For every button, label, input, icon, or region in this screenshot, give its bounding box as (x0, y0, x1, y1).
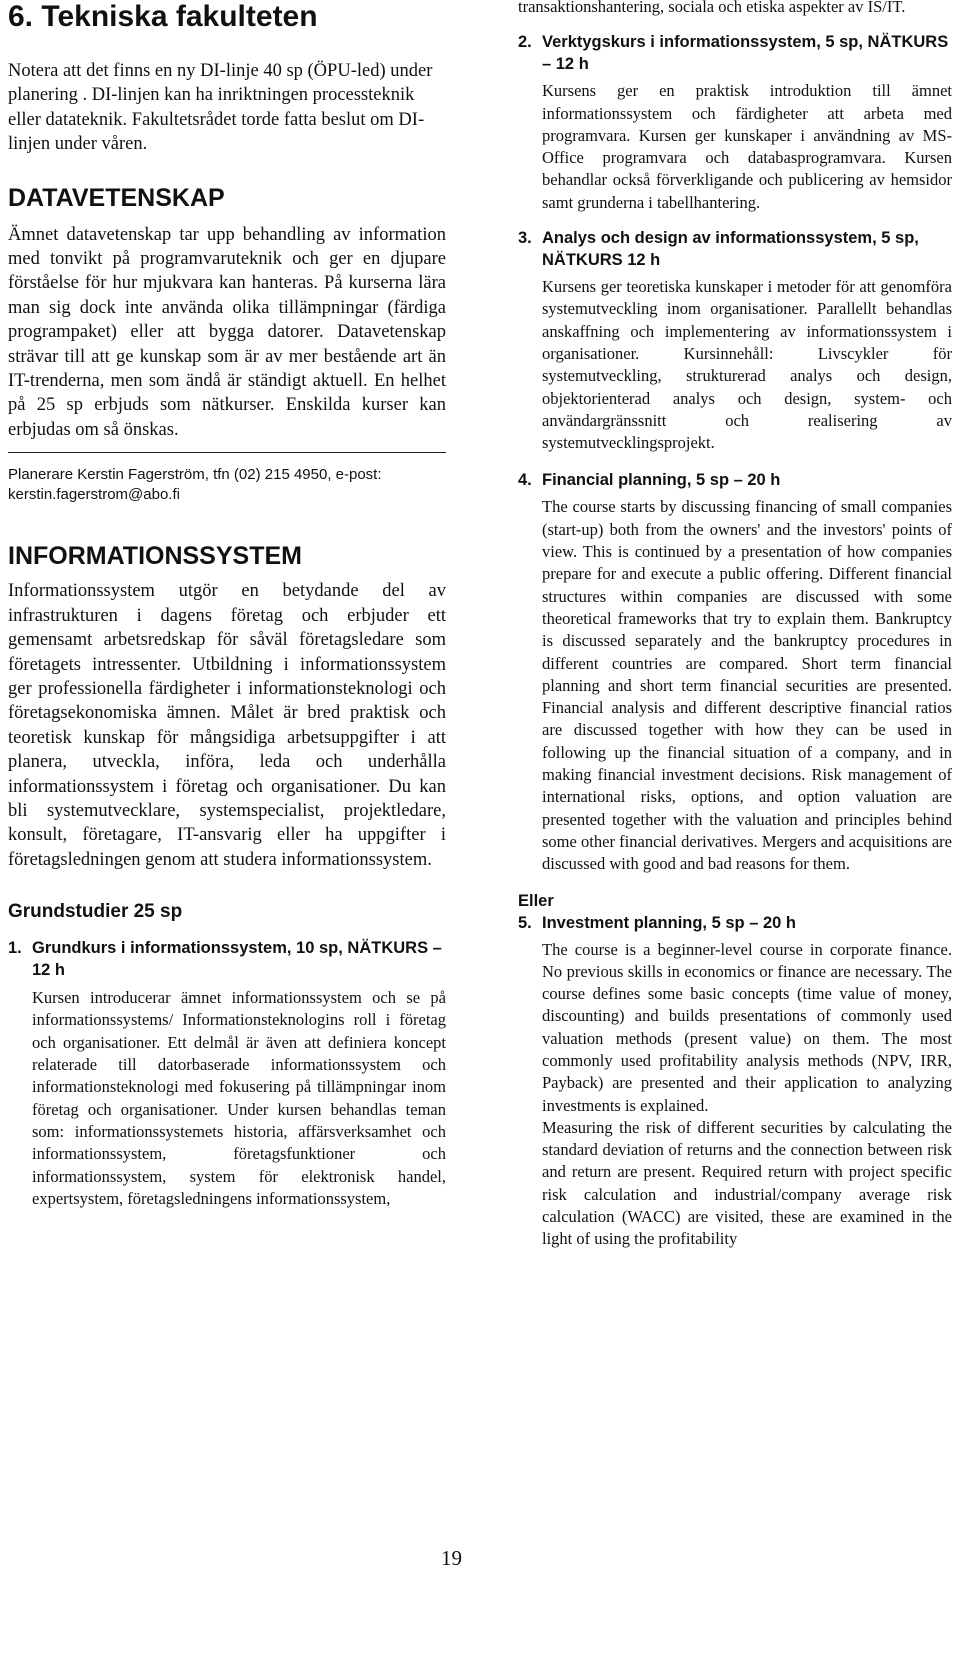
course-4-number: 4. (518, 471, 532, 490)
course-3-text: Kursens ger teoretiska kunskaper i metoder för att genomföra systemutveckling inom organisationer. Parallellt behandlas anskaffning och implementering av informationssystem i organisationer. Kursinnehåll: Livscykler för systemutveckling, strukturerad analys och design, objektorienterad analys och design, system- och användargränssnitt och realisering av systemutvecklingsprojekt. (542, 277, 952, 453)
course-4-title: Financial planning, 5 sp – 20 h (542, 471, 781, 490)
right-column (518, 0, 952, 1251)
is-heading: INFORMATIONSSYSTEM (8, 542, 302, 571)
course-5-heading (518, 912, 952, 934)
course-2-number: 2. (518, 33, 532, 52)
course-3-heading (518, 227, 952, 271)
course-4-heading (518, 469, 952, 491)
course-4-text: The course starts by discussing financing of small companies (start-up) both from the owners' and the investors' points of view. This is continued by a presentation of how companies prepare for and execute a public offering. Different financial structures within companies are discussed with some theoretical frameworks that try to explain them. Bankruptcy is discussed separately and the bankruptcy procedures in different countries are compared. Short term financial planning and short term financial securities are presented. Financial analysis and different descriptive financial ratios are discussed together with how they can be used in following up the financial situation of a company, and in making financial investment decisions. Risk management of international risks, options, and option valuation are presented together with the valuation and principles behind some other financial derivatives. Mergers and acquisitions are discussed with good and bad reasons for them. (542, 497, 952, 874)
cs-heading: DATAVETENSKAP (8, 183, 225, 212)
course-1-text: Kursen introducerar ämnet informationssystem och se på informationssystems/ Informationsteknologins roll i företag och organisationer. Ett delmål är även att definiera koncept relaterade till datorbaserade informationssystem och informationsteknologi med fokusering på tillämpningar inom företag och organisationer. Under kursen behandlas teman som: informationssystemets historia, affärsverksamhet och informationssystem, företagsfunktioner och informationssystem, system för elektronisk handel, expertsystem, företagsledningens informationssystem, (32, 988, 446, 1208)
eller-label: Eller (518, 891, 554, 910)
cs-paragraph: Ämnet datavetenskap tar upp behandling av information med tonvikt på programvaruteknik och ger en djupare förståelse för hur mjukvara kan hanteras. På kurserna lära man sig dock inte använda olika tillämpningar (färdiga programpaket) eller att bygga datorer. Datavetenskap strävar till att ge kunskap som är av mer bestående art än IT-trenderna, men som ändå är ständigt aktuell. En helhet på 25 sp erbjuds som nätkurser. Enskilda kurser kan erbjudas om så önskas. (8, 224, 446, 440)
course-5-text-1: The course is a beginner-level course in corporate finance. No previous skills in economics or finance are necessary. The course defines some basic concepts (time value of money, discounting) and builds presentations of commonly used valuation methods (present value) on them. The most commonly used profitability analysis methods (NPV, IRR, Payback) are presented and their application to analyzing investments is explained. (542, 939, 952, 1115)
course-2-title: Verktygskurs i informationssystem, 5 sp, NÄTKURS – 12 h (542, 33, 949, 74)
course-5-text-2: Measuring the risk of different securities by calculating the standard deviation of returns and the connection between risk and return are present. Required return with project specific risk calculation and industrial/company average risk calculation (WACC) are visited, these are examined in the light of using the profitability (542, 1117, 952, 1249)
course-2-heading (518, 31, 952, 75)
contact-info: Planerare Kerstin Fagerström, tfn (02) 215 4950, e-post: kerstin.fagerstrom@abo.fi (8, 466, 382, 504)
page-number: 19 (441, 1546, 462, 1570)
course-1-title: Grundkurs i informationssystem, 10 sp, NÄTKURS – 12 h (32, 939, 442, 980)
course-5-title: Investment planning, 5 sp – 20 h (542, 913, 796, 932)
course-2-text: Kursens ger en praktisk introduktion till ämnet informationssystem och färdigheter att arbeta med programvara. Kursen ger kunskaper i användning av MS-Office programvara och databasprogramvara. Kursen behandlar också förverkligande och publicering av hemsidor samt grunderna i tabellhantering. (542, 81, 952, 212)
course-1-heading (8, 937, 446, 981)
divider (8, 452, 446, 453)
note-paragraph: Notera att det finns en ny DI-linje 40 sp (ÖPU-led) under planering . DI-linjen kan ha inriktningen processteknik eller datateknik. Fakultetsrådet torde fatta beslut om DI-linjen under våren. (8, 61, 433, 155)
course-3-title: Analys och design av informationssystem, 5 sp, NÄTKURS 12 h (542, 229, 919, 270)
left-column (8, 0, 446, 1210)
continuation-text: transaktionshantering, sociala och etiska aspekter av IS/IT. (518, 0, 906, 16)
faculty-title: 6. Tekniska fakulteten (8, 0, 318, 33)
course-3-number: 3. (518, 229, 532, 248)
basic-studies-heading: Grundstudier 25 sp (8, 901, 183, 923)
is-paragraph: Informationssystem utgör en betydande del av infrastrukturen i dagens företag och erbjuder ett gemensamt arbetsredskap för såväl företagsledare som företagets intressenter. Utbildning i informationssystem ger professionella färdigheter i informationsteknologi och företagsekonomiska ämnen. Målet är bred praktisk och teoretisk kunskap för mångsidiga arbetsuppgifter i att planera, utveckla, införa, leda och underhålla informationssystem i företag och organisationer. Du kan bli systemutvecklare, systemspecialist, projektledare, konsult, företagare, IT-ansvarig eller ha uppgifter i företagsledningen genom att studera informationssystem. (8, 581, 446, 870)
course-1-number: 1. (8, 939, 22, 958)
course-5-number: 5. (518, 913, 532, 932)
